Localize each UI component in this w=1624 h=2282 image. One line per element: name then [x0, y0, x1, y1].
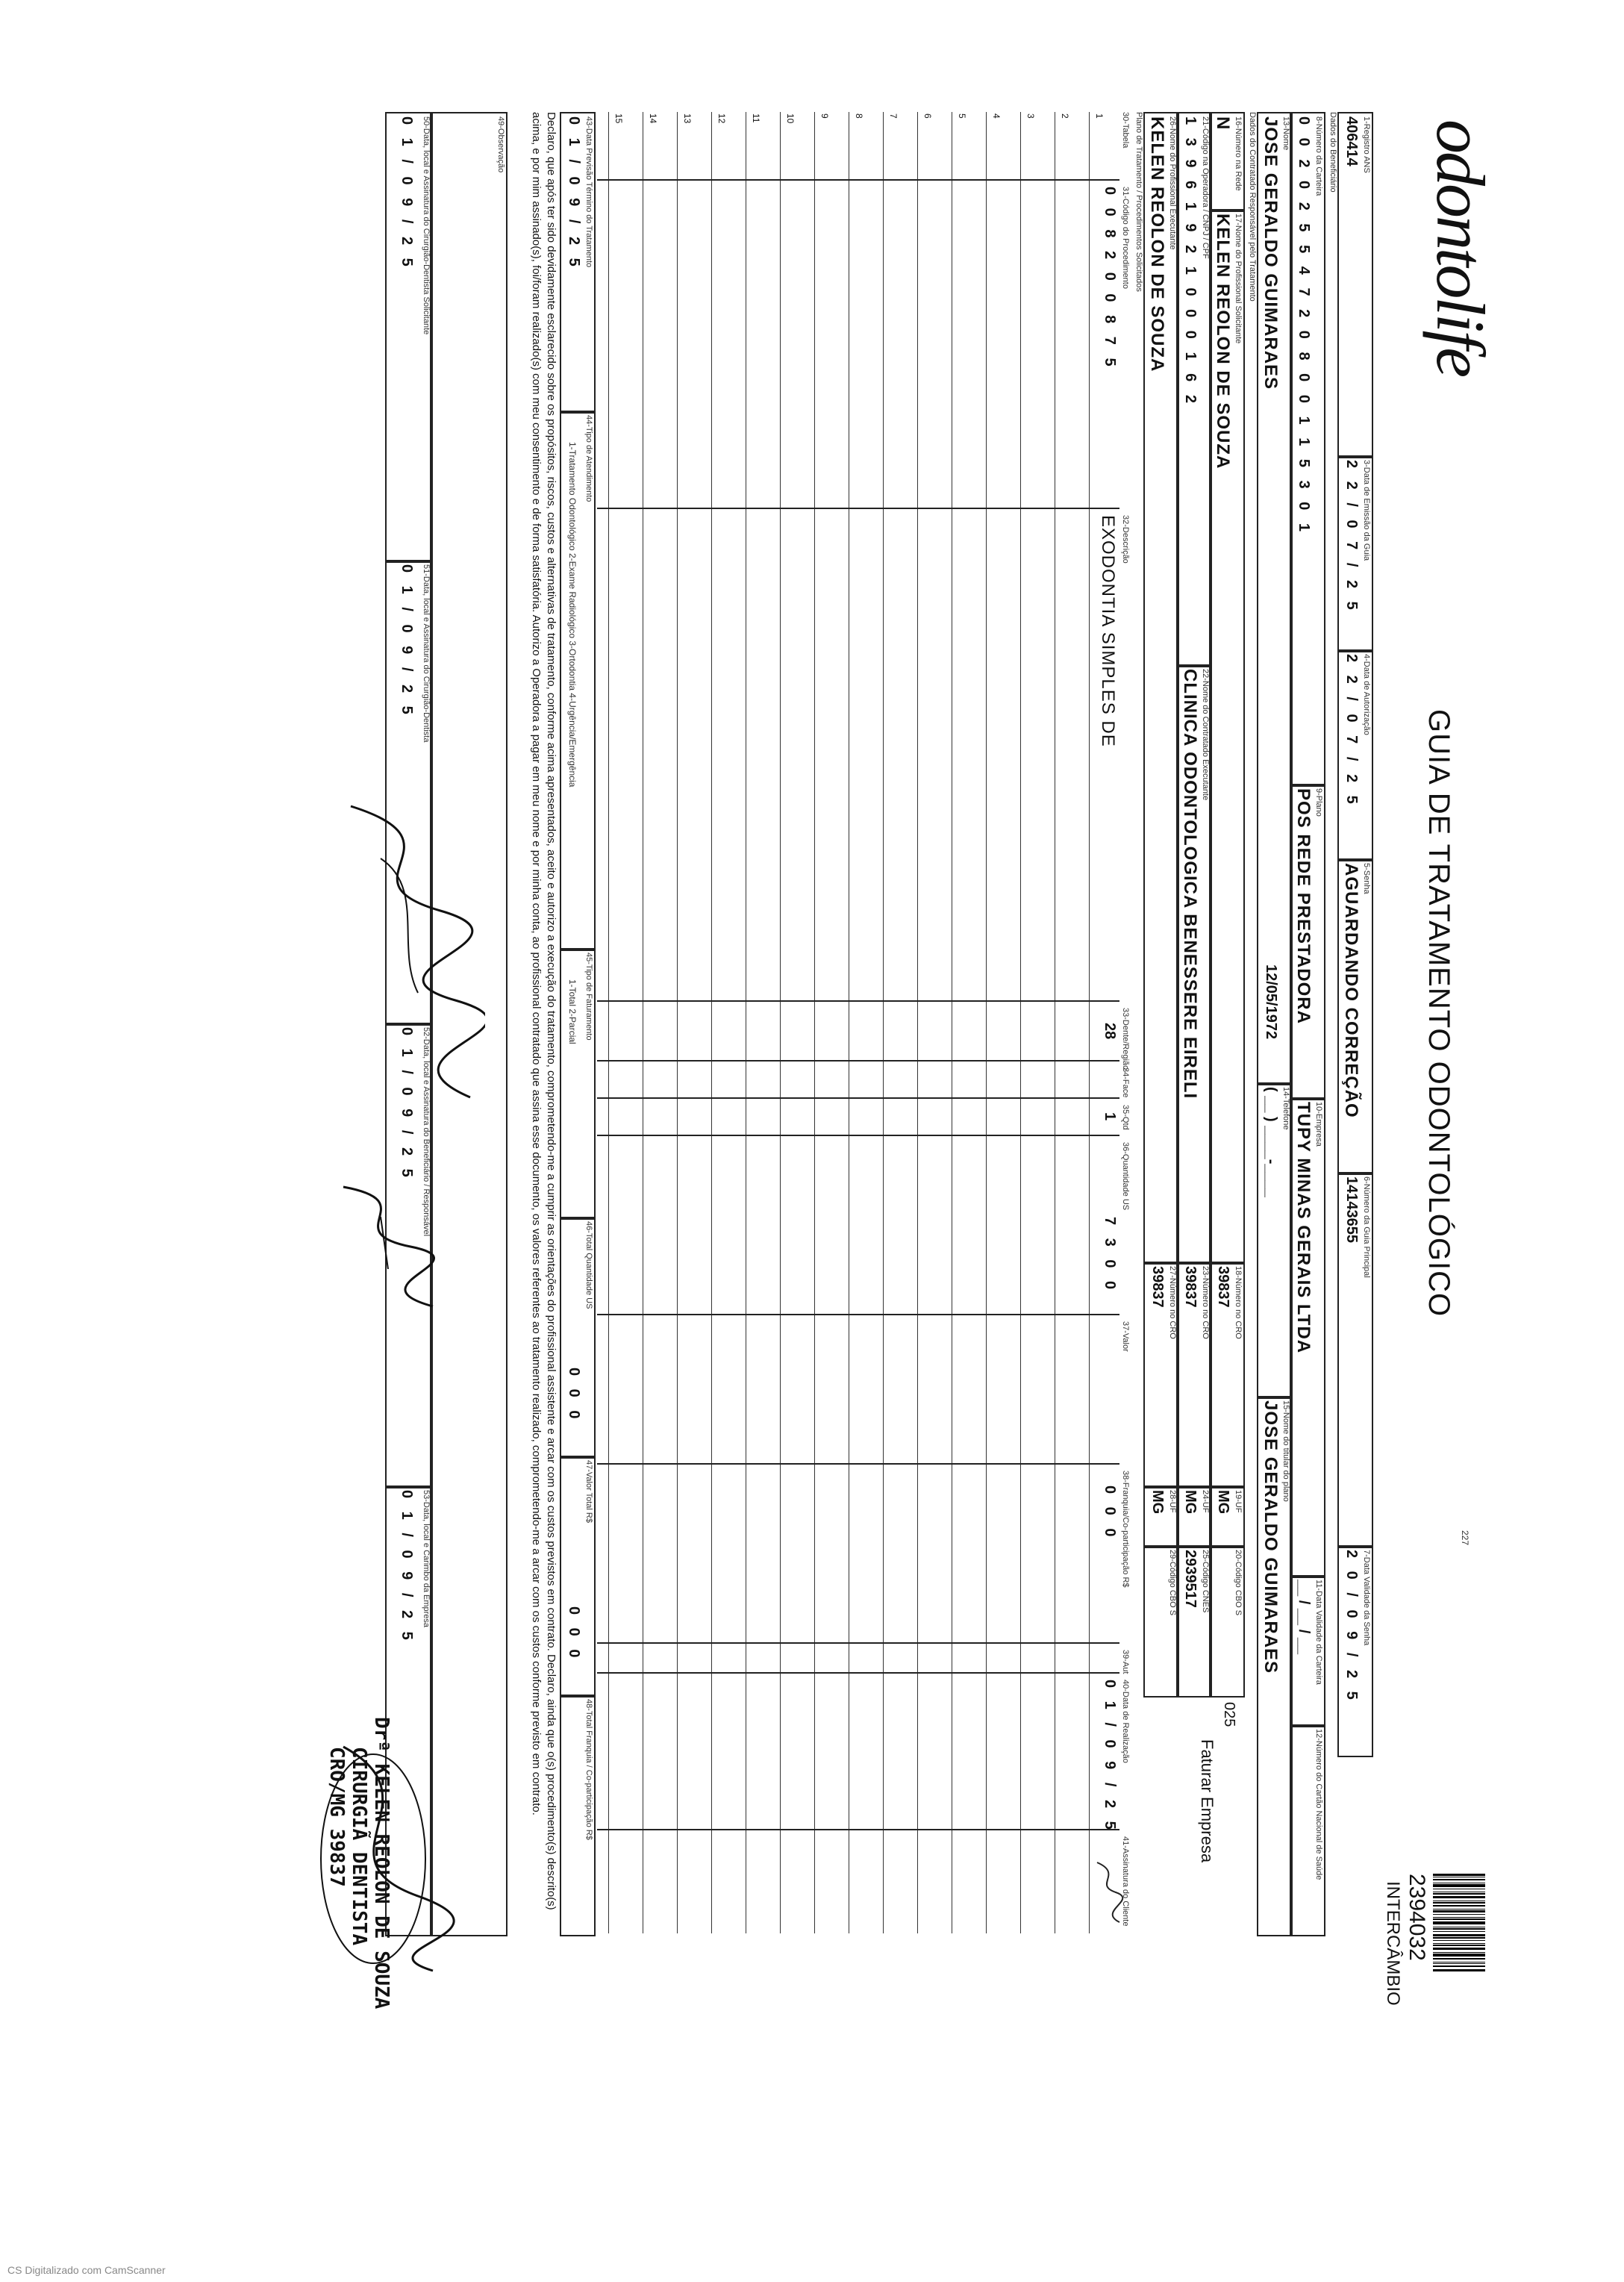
- uf2: MG: [1182, 1490, 1199, 1515]
- guia-principal: 14143655: [1343, 1176, 1360, 1243]
- contratado-executante-box: [1176, 664, 1212, 1265]
- row-number: 13: [682, 113, 693, 124]
- col-dente: 33-Dente/Região: [1121, 1008, 1130, 1070]
- guide-number: 2394032: [1405, 1874, 1429, 1961]
- nascimento: 12/05/1972: [1263, 964, 1279, 1040]
- table-column-divider: [597, 1135, 1119, 1136]
- contratado-executante-label: 22-Nome do Contratado Executante: [1201, 669, 1210, 801]
- row-number: 2: [1060, 113, 1070, 119]
- col-codigo: 31-Código do Procedimento: [1121, 187, 1130, 289]
- col-descricao: 32-Descrição: [1121, 515, 1130, 564]
- sig51-date: 0 1 / 0 9 / 2 5: [399, 564, 415, 719]
- table-row: [814, 112, 815, 1933]
- cnes-label: 25-Código CNES: [1201, 1550, 1210, 1613]
- senha-box: [1337, 858, 1373, 1175]
- row-number: 7: [888, 113, 899, 119]
- sig50-date: 0 1 / 0 9 / 2 5: [399, 116, 415, 271]
- barcode: [1433, 1874, 1485, 1972]
- validade-senha-label: 7-Data Validade da Senha: [1362, 1550, 1371, 1646]
- table-column-divider: [597, 508, 1119, 509]
- data-emissao-label: 3-Data de Emissão da Guia: [1362, 460, 1371, 561]
- procedimento-qtd: 1: [1102, 1112, 1118, 1121]
- cbo: 025: [1221, 1702, 1237, 1727]
- barcode-bar: [1433, 1969, 1485, 1971]
- barcode-bar: [1433, 1954, 1485, 1957]
- cnes-box: [1176, 1545, 1212, 1698]
- barcode-bar: [1433, 1918, 1485, 1920]
- cnes: 2939517: [1182, 1550, 1199, 1608]
- row-number: 9: [819, 113, 830, 119]
- procedimento-codigo: 0 0 8 2 0 0 8 7 5: [1102, 187, 1118, 371]
- cro3-box: [1143, 1262, 1179, 1488]
- faturar: Faturar Empresa: [1198, 1739, 1217, 1863]
- titular-box: [1257, 1396, 1293, 1936]
- procedimento-franquia: 0 0 0: [1102, 1486, 1118, 1541]
- nome-label: 13-Nome: [1281, 116, 1290, 151]
- stamp-line2: CIRURGIÃ DENTISTA: [348, 1747, 370, 1946]
- data-emissao-box: [1337, 455, 1373, 652]
- table-column-divider: [597, 1463, 1119, 1465]
- profissional-box: [1209, 209, 1245, 1265]
- sig53-date: 0 1 / 0 9 / 2 5: [399, 1490, 415, 1645]
- data-emissao: 2 2 / 0 7 / 2 5: [1343, 460, 1360, 614]
- data-autorizacao-label: 4-Data de Autorização: [1362, 654, 1371, 735]
- cro-label: 18-Número no CRO: [1234, 1266, 1243, 1339]
- table-row: [711, 112, 712, 1933]
- empresa-box: [1290, 1097, 1325, 1578]
- sig52-label: 52-Data, local e Assinatura do Beneficiário / Responsável: [422, 1027, 431, 1237]
- col-face: 34-Face: [1121, 1067, 1130, 1098]
- col-tabela: 30-Tabela: [1121, 112, 1130, 149]
- barcode-bar: [1433, 1952, 1485, 1953]
- valor-total-box: [560, 1456, 596, 1698]
- sig50-box: [385, 112, 433, 563]
- plano-box: [1290, 784, 1325, 1100]
- valor-total-label: 47-Valor Total R$: [584, 1460, 593, 1523]
- uf3-box: [1143, 1486, 1179, 1548]
- barcode-bar: [1433, 1905, 1485, 1907]
- procedimento-data: 0 1 / 0 9 / 2 5: [1102, 1680, 1118, 1834]
- total-franquia-box: [560, 1695, 596, 1936]
- row-number: 14: [648, 113, 658, 124]
- profissional-label: 17-Nome do Profissional Solicitante: [1234, 213, 1243, 344]
- plano: POS REDE PRESTADORA: [1293, 788, 1314, 1024]
- sig50-label: 50-Data, local e Assinatura do Cirurgião-Dentista Solicitante: [422, 116, 431, 335]
- row-number: 12: [716, 113, 727, 124]
- procedimento-dente: 28: [1102, 1023, 1118, 1040]
- registro-ans-label: 1-Registro ANS: [1362, 116, 1371, 173]
- handwritten-signature-beneficiary: [321, 1172, 455, 1321]
- barcode-bar: [1433, 1958, 1485, 1960]
- sig53-label: 53-Data, local e Carimbo da Empresa: [422, 1490, 431, 1628]
- table-row: [1020, 112, 1021, 1933]
- guia-principal-label: 6-Número da Guia Principal: [1362, 1176, 1371, 1278]
- cro3-label: 27-Número no CRO: [1168, 1266, 1177, 1339]
- col-assinatura: 41-Assinatura do Cliente: [1121, 1836, 1130, 1927]
- empresa: TUPY MINAS GERAIS LTDA: [1293, 1102, 1314, 1354]
- row-number: 3: [1025, 113, 1036, 119]
- barcode-bar: [1433, 1928, 1485, 1930]
- page-title: GUIA DE TRATAMENTO ODONTOLÓGICO: [1422, 709, 1455, 1318]
- plano-tratamento-label: Plano de Tratamento / Procedimentos Solicitados: [1134, 112, 1143, 292]
- tipo-atendimento-opcoes: 1-Tratamento Odontológico 2-Exame Radiológico 3-Ortodontia 4-Urgência/Emergência: [567, 442, 578, 788]
- table-column-divider: [597, 1314, 1119, 1315]
- contratado-executante: CLINICA ODONTOLOGICA BENESSERE EIRELI: [1180, 669, 1200, 1100]
- small-mark: 227: [1460, 1530, 1470, 1546]
- col-franquia: 38-Franquia/Co-participação R$: [1121, 1471, 1130, 1588]
- procedimento-descricao: EXODONTIA SIMPLES DE: [1098, 515, 1118, 747]
- uf3: MG: [1149, 1490, 1166, 1515]
- sig51-label: 51-Data, local e Assinatura do Cirurgião-Dentista: [422, 564, 431, 743]
- table-column-divider: [597, 1829, 1119, 1830]
- codigo-operadora-box: [1176, 112, 1212, 667]
- table-column-divider: [597, 1097, 1119, 1099]
- registro-ans: 406414: [1343, 116, 1360, 166]
- row-number: 15: [613, 113, 624, 124]
- cro2-label: 23-Número no CRO: [1201, 1266, 1210, 1339]
- validade-senha-box: [1337, 1545, 1373, 1757]
- barcode-bar: [1433, 1874, 1485, 1876]
- data-autorizacao: 2 2 / 0 7 / 2 5: [1343, 654, 1360, 808]
- dados-beneficiario-label: Dados do Beneficiário: [1328, 112, 1337, 193]
- barcode-bar: [1433, 1884, 1485, 1887]
- nome: JOSE GERALDO GUIMARAES: [1261, 116, 1281, 390]
- dados-contratado-label: Dados do Contratado Responsável pelo Tratamento: [1248, 112, 1257, 302]
- camscanner-footer: CS Digitalizado com CamScanner: [7, 2264, 166, 2276]
- declaracao: Declaro, que após ter sido devidamente esclarecido sobre os propósitos, riscos, custos e alternativas de tratamento, conforme acima apresentados, aceito e autorizo a execução do tratamento, comprometendo-me a cumprir as orientações do profissional assistente e arcar com os custos previstos em contrato. Declaro, ainda que o(s) procedimento(s) descrito(s) acima, e por mim assinado(s), foi/foram realizado(s) com meu consentimento e de forma satisfatória. Autorizo a Operadora a pagar em meu nome e por minha conta, ao profissional contratado que assina esse documento, os valores referentes ao tratamento realizado, comprometendo-me a arcar com os custos conforme previsto em contrato.: [530, 112, 558, 1910]
- barcode-bar: [1433, 1962, 1485, 1963]
- profissional-exec-label: 26-Nome do Profissional Executante: [1168, 116, 1177, 250]
- total-us-box: [560, 1217, 596, 1459]
- barcode-bar: [1433, 1963, 1485, 1964]
- senha: AGUARDANDO CORREÇÃO: [1341, 863, 1361, 1118]
- row-number: 8: [854, 113, 864, 119]
- profissional-exec: KELEN REOLON DE SOUZA: [1147, 116, 1167, 372]
- data-termino-box: [560, 112, 596, 414]
- barcode-bar: [1433, 1921, 1485, 1924]
- cbo3-box: [1143, 1545, 1179, 1698]
- row-number: 6: [922, 113, 933, 119]
- cro-box: [1209, 1262, 1245, 1488]
- stamp-line1: Drª KELEN REOLON DE SOUZA: [370, 1717, 393, 2010]
- empresa-label: 10-Empresa: [1314, 1102, 1323, 1147]
- rotated-form: [276, 97, 1500, 2187]
- barcode-bar: [1433, 1914, 1485, 1915]
- uf2-label: 24-UF: [1201, 1490, 1210, 1513]
- cbo-label: 20-Código CBO S: [1234, 1550, 1243, 1616]
- rede-label: 16-Número na Rede: [1234, 116, 1243, 191]
- uf-box: [1209, 1486, 1245, 1548]
- table-row: [608, 112, 609, 1933]
- uf: MG: [1215, 1490, 1231, 1515]
- barcode-bar: [1433, 1893, 1485, 1895]
- profissional: KELEN REOLON DE SOUZA: [1213, 213, 1233, 470]
- total-us: 0 0 0: [566, 1368, 582, 1424]
- barcode-bar: [1433, 1965, 1485, 1967]
- table-row: [883, 112, 884, 1933]
- procedimento-us: 7 3 0 0: [1102, 1217, 1118, 1294]
- barcode-bar: [1433, 1896, 1485, 1898]
- client-signature-row1: [1090, 1859, 1127, 1926]
- handwritten-signature-stamp: [306, 1739, 455, 1978]
- table-row: [677, 112, 678, 1933]
- uf2-box: [1176, 1486, 1212, 1548]
- cbo3-label: 29-Código CBO S: [1168, 1550, 1177, 1616]
- valor-total: 0 0 0: [566, 1606, 582, 1662]
- barcode-bar: [1433, 1902, 1485, 1904]
- cro3: 39837: [1149, 1266, 1166, 1308]
- row-number: 5: [957, 113, 967, 119]
- nome-box: [1257, 112, 1293, 1085]
- row-number: 11: [751, 113, 761, 123]
- cartao-nacional-label: 12-Número do Cartão Nacional de Saúde: [1314, 1729, 1323, 1880]
- plano-label: 9-Plano: [1314, 788, 1323, 817]
- handwritten-signature-dentist: [328, 799, 485, 1112]
- barcode-bar: [1433, 1937, 1485, 1939]
- table-column-divider: [597, 1060, 1119, 1061]
- carteira: 0 0 2 0 2 5 5 4 7 2 0 8 0 0 1 1 5 3 0 1: [1296, 116, 1312, 537]
- barcode-bar: [1433, 1910, 1485, 1912]
- barcode-bar: [1433, 1879, 1485, 1880]
- barcode-bar: [1433, 1948, 1485, 1950]
- observacao-label: 49-Observação: [496, 116, 505, 173]
- total-franquia-label: 48-Total Franquia / Co-participação R$: [584, 1699, 593, 1840]
- table-row: [1089, 112, 1090, 1933]
- barcode-bar: [1433, 1945, 1485, 1946]
- barcode-bar: [1433, 1909, 1485, 1910]
- cro2: 39837: [1182, 1266, 1199, 1308]
- uf-label: 19-UF: [1234, 1490, 1243, 1513]
- tipo-faturamento-label: 45-Tipo de Faturamento: [584, 953, 593, 1041]
- barcode-bar: [1433, 1934, 1485, 1936]
- tipo-atendimento-label: 44-Tipo de Atendimento: [584, 415, 593, 502]
- tipo-atendimento-box: [560, 411, 596, 951]
- row-number: 10: [785, 113, 796, 124]
- barcode-bar: [1433, 1917, 1485, 1918]
- stamp-line3: CRO/MG 39837: [325, 1747, 348, 1887]
- sig52-date: 0 1 / 0 9 / 2 5: [399, 1027, 415, 1182]
- tipo-faturamento-box: [560, 948, 596, 1220]
- telefone-label: 14-Telefone: [1281, 1087, 1290, 1130]
- data-termino-label: 43-Data Previsão Término do Tratamento: [584, 116, 593, 268]
- row-number: 1: [1094, 113, 1105, 119]
- carteira-box: [1290, 112, 1325, 787]
- telefone-box: 14-Telefone ( __ ) ____-____: [1257, 1082, 1293, 1399]
- guide-type: INTERCÂMBIO: [1383, 1881, 1403, 2006]
- col-aut: 39-Aut: [1121, 1650, 1130, 1674]
- data-autorizacao-box: [1337, 649, 1373, 861]
- tipo-faturamento-opcoes: 1-Total 2-Parcial: [567, 979, 578, 1044]
- senha-label: 5-Senha: [1362, 863, 1371, 894]
- titular: JOSE GERALDO GUIMARAES: [1261, 1400, 1281, 1674]
- rede: N: [1213, 116, 1233, 131]
- odontolife-logo: odontolife: [1422, 119, 1499, 376]
- carteira-label: 8-Número da Carteira: [1314, 116, 1323, 196]
- col-valor: 37-Valor: [1121, 1321, 1130, 1352]
- codigo-operadora-label: 21-Código na Operadora / CNPJ / CPF: [1201, 116, 1210, 259]
- total-us-label: 46-Total Quantidade US: [584, 1221, 593, 1309]
- validade-senha: 2 0 / 0 9 / 2 5: [1343, 1550, 1360, 1704]
- barcode-bar: [1433, 1931, 1485, 1932]
- data-termino: 0 1 / 0 9 / 2 5: [566, 116, 582, 271]
- rede-box: [1209, 112, 1245, 212]
- table-column-divider: [597, 1672, 1119, 1674]
- validade-carteira-box: 11-Data Validade da Carteira __ / __ / __: [1290, 1575, 1325, 1727]
- barcode-bar: [1433, 1940, 1485, 1941]
- table-row: [780, 112, 781, 1933]
- col-qtd-us: 36-Quantidade US: [1121, 1142, 1130, 1211]
- barcode-bar: [1433, 1943, 1485, 1944]
- table-row: [986, 112, 987, 1933]
- guia-principal-box: [1337, 1172, 1373, 1548]
- table-column-divider: [597, 1000, 1119, 1002]
- codigo-operadora: 1 3 9 6 1 9 2 1 0 0 0 1 6 2: [1182, 116, 1199, 408]
- uf3-label: 28-UF: [1168, 1490, 1177, 1513]
- profissional-exec-box: [1143, 112, 1179, 1265]
- cro: 39837: [1215, 1266, 1231, 1308]
- validade-carteira-label: 11-Data Validade da Carteira: [1314, 1580, 1323, 1685]
- titular-label: 15-Nome do titular do plano: [1281, 1400, 1290, 1502]
- cro2-box: [1176, 1262, 1212, 1488]
- table-column-divider: [597, 179, 1119, 181]
- table-column-divider: [597, 1642, 1119, 1644]
- cbo-box: [1209, 1545, 1245, 1698]
- table-row: [917, 112, 918, 1933]
- row-number: 4: [991, 113, 1002, 119]
- cartao-nacional-box: [1290, 1724, 1325, 1936]
- col-data-realizacao: 40-Data de Realização: [1121, 1680, 1130, 1763]
- col-qtd: 35-Qtd: [1121, 1105, 1130, 1130]
- registro-ans-box: [1337, 112, 1373, 458]
